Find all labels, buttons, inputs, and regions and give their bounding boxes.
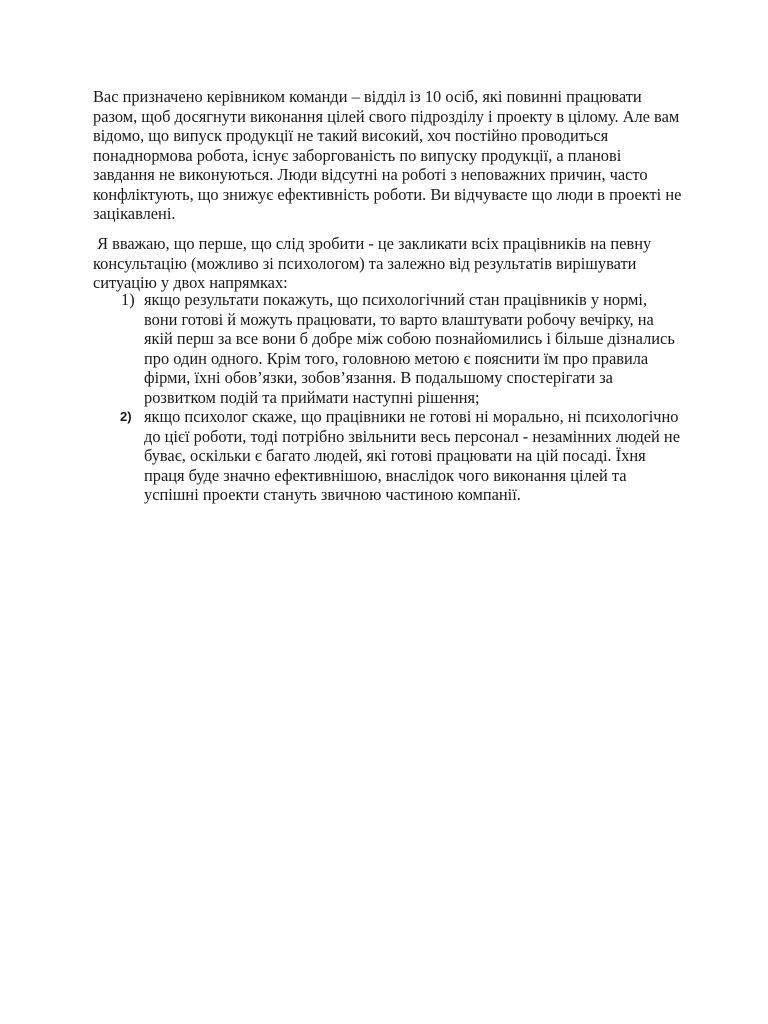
numbered-list (93, 290, 683, 505)
list-marker: 2) (120, 409, 132, 424)
list-item-text: якщо результати покажуть, що психологічний стан працівників у нормі, вони готові й можуть працювати, то варто влаштувати робочу вечірку, на якій перш за все вони б добре між собою познайомились і більше дізнались про один одного. Крім того, головною метою є пояснити їм про правила фірми, їхні обов’язки, зобов’язання. В подальшому спостерігати за розвитком подій та приймати наступні рішення; (144, 290, 675, 407)
list-item (93, 290, 683, 407)
list-item (93, 407, 683, 505)
intro-paragraph: Вас призначено керівником команди – відділ із 10 осіб, які повинні працювати разом, щоб досягнути виконання цілей свого підрозділу і проекту в цілому. Але вам відомо, що випуск продукції не такий високий, хоч постійно проводиться понаднормова робота, існує заборгованість по випуску продукції, а планові завдання не виконуються. Люди відсутні на роботі з неповажних причин, часто конфліктують, що знижує ефективність роботи. Ви відчуваєте що люди в проекті не зацікавлені. (93, 87, 682, 223)
list-marker: 1) (121, 290, 135, 309)
list-item-text: якщо психолог скаже, що працівники не готові ні морально, ні психологічно до цієї роботи, тоді потрібно звільнити весь персонал - незамінних людей не буває, оскільки є багато людей, які готові працювати на цій посаді. Їхня праця буде значно ефективнішою, внаслідок чого виконання цілей та успішні проекти стануть звичною частиною компанії. (144, 407, 680, 504)
answer-paragraph: Я вважаю, що перше, що слід зробити - це закликати всіх працівників на певну консультацію (можливо зі психологом) та залежно від результатів вирішувати ситуацію у двох напрямках: (93, 234, 656, 292)
